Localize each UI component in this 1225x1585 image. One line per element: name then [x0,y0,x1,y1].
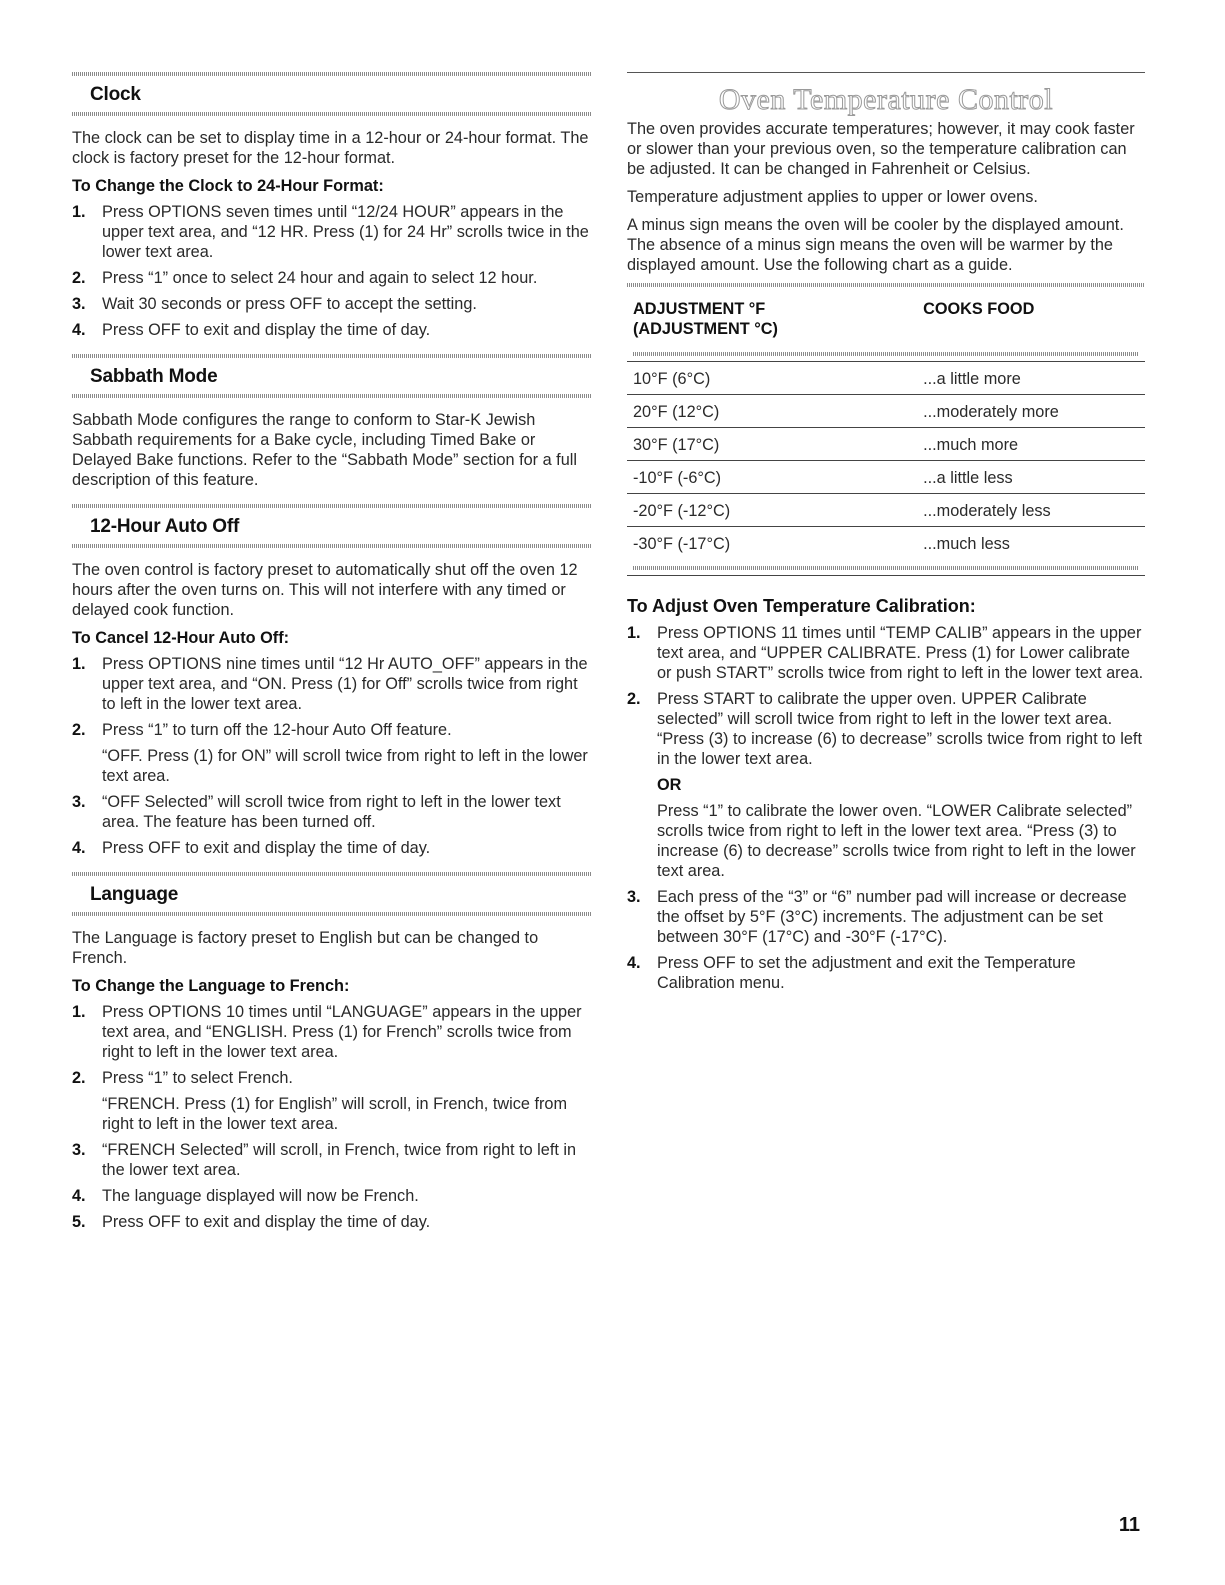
cell-adjustment: 30°F (17°C) [627,428,917,461]
table-row [627,428,1145,461]
list-item [72,792,592,832]
clock-subhead: To Change the Clock to 24-Hour Format: [72,177,384,195]
sabbath-intro: Sabbath Mode configures the range to conform to Star-K Jewish Sabbath requirements for a Bake cycle, including Timed Bake or Delayed Bake functions. Refer to the “Sabbath Mode” section for a full description of this feature. [72,411,577,489]
language-steps [72,1002,592,1232]
autooff-subhead: To Cancel 12-Hour Auto Off: [72,629,290,647]
step-number: 3. [72,295,86,313]
step-number: 3. [72,793,86,811]
clock-section [72,72,592,340]
cell-cooks: ...moderately more [917,395,1145,428]
step-number: 1. [72,1003,86,1021]
list-item [72,1186,592,1206]
step-text: Press “1” once to select 24 hour and again to select 12 hour. [102,269,538,287]
step-text: Each press of the “3” or “6” number pad will increase or decrease the offset by 5°F (3°C) increments. The adjustment can be set between 30°F (17°C) and -30°F (-17°C). [657,888,1127,946]
cell-cooks: ...a little more [917,362,1145,395]
step-number: 5. [72,1213,86,1231]
list-item [627,887,1145,947]
step-text: “OFF Selected” will scroll twice from right to left in the lower text area. The feature has been turned off. [102,793,561,831]
autooff-title: 12-Hour Auto Off [90,516,240,537]
step-number: 2. [72,721,86,739]
list-item [72,320,592,340]
clock-heading-block [72,72,592,116]
list-item [72,294,592,314]
step-number: 3. [627,888,641,906]
step-number: 4. [72,1187,86,1205]
list-item [72,1002,592,1062]
table-row [627,527,1145,560]
step-text: Press OPTIONS 10 times until “LANGUAGE” appears in the upper text area, and “ENGLISH. Press (1) for French” scrolls twice from right to left in the lower text area. [102,1003,582,1061]
step-extra: “FRENCH. Press (1) for English” will scroll, in French, twice from right to left in the lower text area. [102,1095,568,1133]
hatch-rule [627,283,1145,287]
table-hatch-row [627,345,1145,362]
cell-adjustment: -10°F (-6°C) [627,461,917,494]
cell-adjustment: 20°F (12°C) [627,395,917,428]
step-text: “FRENCH Selected” will scroll, in French, twice from right to left in the lower text area. [102,1141,577,1179]
step-number: 1. [72,655,86,673]
step-number: 2. [72,1069,86,1087]
cell-cooks: ...much more [917,428,1145,461]
autooff-steps [72,654,592,858]
step-number: 2. [72,269,86,287]
list-item [72,1140,592,1180]
sabbath-section [72,354,592,490]
step-text: Press OPTIONS 11 times until “TEMP CALIB” appears in the upper text area, and “UPPER CALIBRATE. Press (1) for Lower calibrate or push START” scrolls twice from right to left in the lower text area. [657,624,1144,682]
list-item [72,838,592,858]
step-text: Press OFF to exit and display the time of day. [102,839,431,857]
hatch-rule [72,544,592,548]
top-rule [627,72,1145,73]
step-text: Press OFF to exit and display the time of day. [102,321,431,339]
table-header-row [627,293,1145,345]
list-item [72,654,592,714]
language-subhead: To Change the Language to French: [72,977,350,995]
hatch-rule [633,352,1139,356]
calibration-subhead: To Adjust Oven Temperature Calibration: [627,596,976,616]
list-item [72,1212,592,1232]
sabbath-title: Sabbath Mode [90,366,218,387]
step-text: Press OPTIONS nine times until “12 Hr AUTO_OFF” appears in the upper text area, and “ON. Press (1) for Off” scrolls twice from right to left in the lower text area. [102,655,588,713]
language-title: Language [90,884,179,905]
page-number: 11 [1118,1514,1140,1536]
table-hatch-row [627,559,1145,576]
list-item [72,268,592,288]
language-heading-block [72,872,592,916]
step-number: 3. [72,1141,86,1159]
language-intro: The Language is factory preset to English but can be changed to French. [72,929,539,967]
step-text: Press “1” to turn off the 12-hour Auto Off feature. [102,721,452,739]
autooff-section [72,504,592,858]
calibration-steps [627,623,1145,993]
adjustment-table [627,293,1145,576]
language-section [72,872,592,1232]
list-item [627,689,1145,881]
step-number: 4. [72,321,86,339]
oven-para-2: Temperature adjustment applies to upper or lower ovens. [627,188,1038,206]
step-text: Press “1” to select French. [102,1069,293,1087]
list-item [627,623,1145,683]
list-item [627,953,1145,993]
step-text: The language displayed will now be French. [102,1187,419,1205]
cell-cooks: ...moderately less [917,494,1145,527]
hatch-rule [633,566,1139,570]
autooff-intro: The oven control is factory preset to automatically shut off the oven 12 hours after the oven turns on. This will not interfere with any timed or delayed cook function. [72,561,578,619]
list-item [72,720,592,786]
step-number: 1. [627,624,641,642]
hatch-rule [72,394,592,398]
cell-adjustment: -30°F (-17°C) [633,535,731,553]
hatch-rule [72,112,592,116]
step-text: Wait 30 seconds or press OFF to accept the setting. [102,295,477,313]
clock-steps [72,202,592,340]
hatch-rule [72,912,592,916]
list-item [72,1068,592,1134]
header-adjustment-c: (ADJUSTMENT °C) [633,320,778,338]
step-extra: Press “1” to calibrate the lower oven. “LOWER Calibrate selected” scrolls twice from right to left in the lower text area. “Press (3) to increase (6) to decrease” scrolls twice from right to left in the lower text area. [657,802,1136,880]
table-row [627,395,1145,428]
oven-para-1: The oven provides accurate temperatures; however, it may cook faster or slower than your previous oven, so the temperature calibration can be adjusted. It can be changed in Fahrenheit or Celsius. [627,120,1135,178]
right-column [627,72,1145,1003]
step-number: 2. [627,690,641,708]
cell-adjustment: 10°F (6°C) [627,362,917,395]
cell-cooks: ...a little less [917,461,1145,494]
left-column [72,72,592,1246]
table-row [627,461,1145,494]
autooff-heading-block [72,504,592,548]
step-number: 4. [627,954,641,972]
step-text: Press START to calibrate the upper oven. UPPER Calibrate selected” will scroll twice from right to left in the lower text area. “Press (3) to increase (6) to decrease” scrolls twice from right to left in the lower text area. [657,690,1142,768]
step-or: OR [657,776,682,794]
step-extra: “OFF. Press (1) for ON” will scroll twice from right to left in the lower text area. [102,747,588,785]
clock-intro: The clock can be set to display time in a 12-hour or 24-hour format. The clock is factory preset for the 12-hour format. [72,129,589,167]
table-row [627,362,1145,395]
cell-cooks: ...much less [923,535,1010,553]
list-item [72,202,592,262]
table-row [627,494,1145,527]
sabbath-heading-block [72,354,592,398]
header-cooks-food: COOKS FOOD [923,300,1035,318]
step-text: Press OPTIONS seven times until “12/24 HOUR” appears in the upper text area, and “12 HR. Press (1) for 24 Hr” scrolls twice in the lower text area. [102,203,589,261]
header-adjustment [627,293,917,345]
step-number: 4. [72,839,86,857]
oven-temperature-title: Oven Temperature Control [718,83,1054,116]
cell-adjustment: -20°F (-12°C) [627,494,917,527]
oven-para-3: A minus sign means the oven will be cooler by the displayed amount. The absence of a minus sign means the oven will be warmer by the displayed amount. Use the following chart as a guide. [627,216,1124,274]
step-number: 1. [72,203,86,221]
step-text: Press OFF to set the adjustment and exit the Temperature Calibration menu. [657,954,1076,992]
header-adjustment-f: ADJUSTMENT °F [633,300,766,318]
clock-title: Clock [90,84,141,105]
step-text: Press OFF to exit and display the time of day. [102,1213,431,1231]
